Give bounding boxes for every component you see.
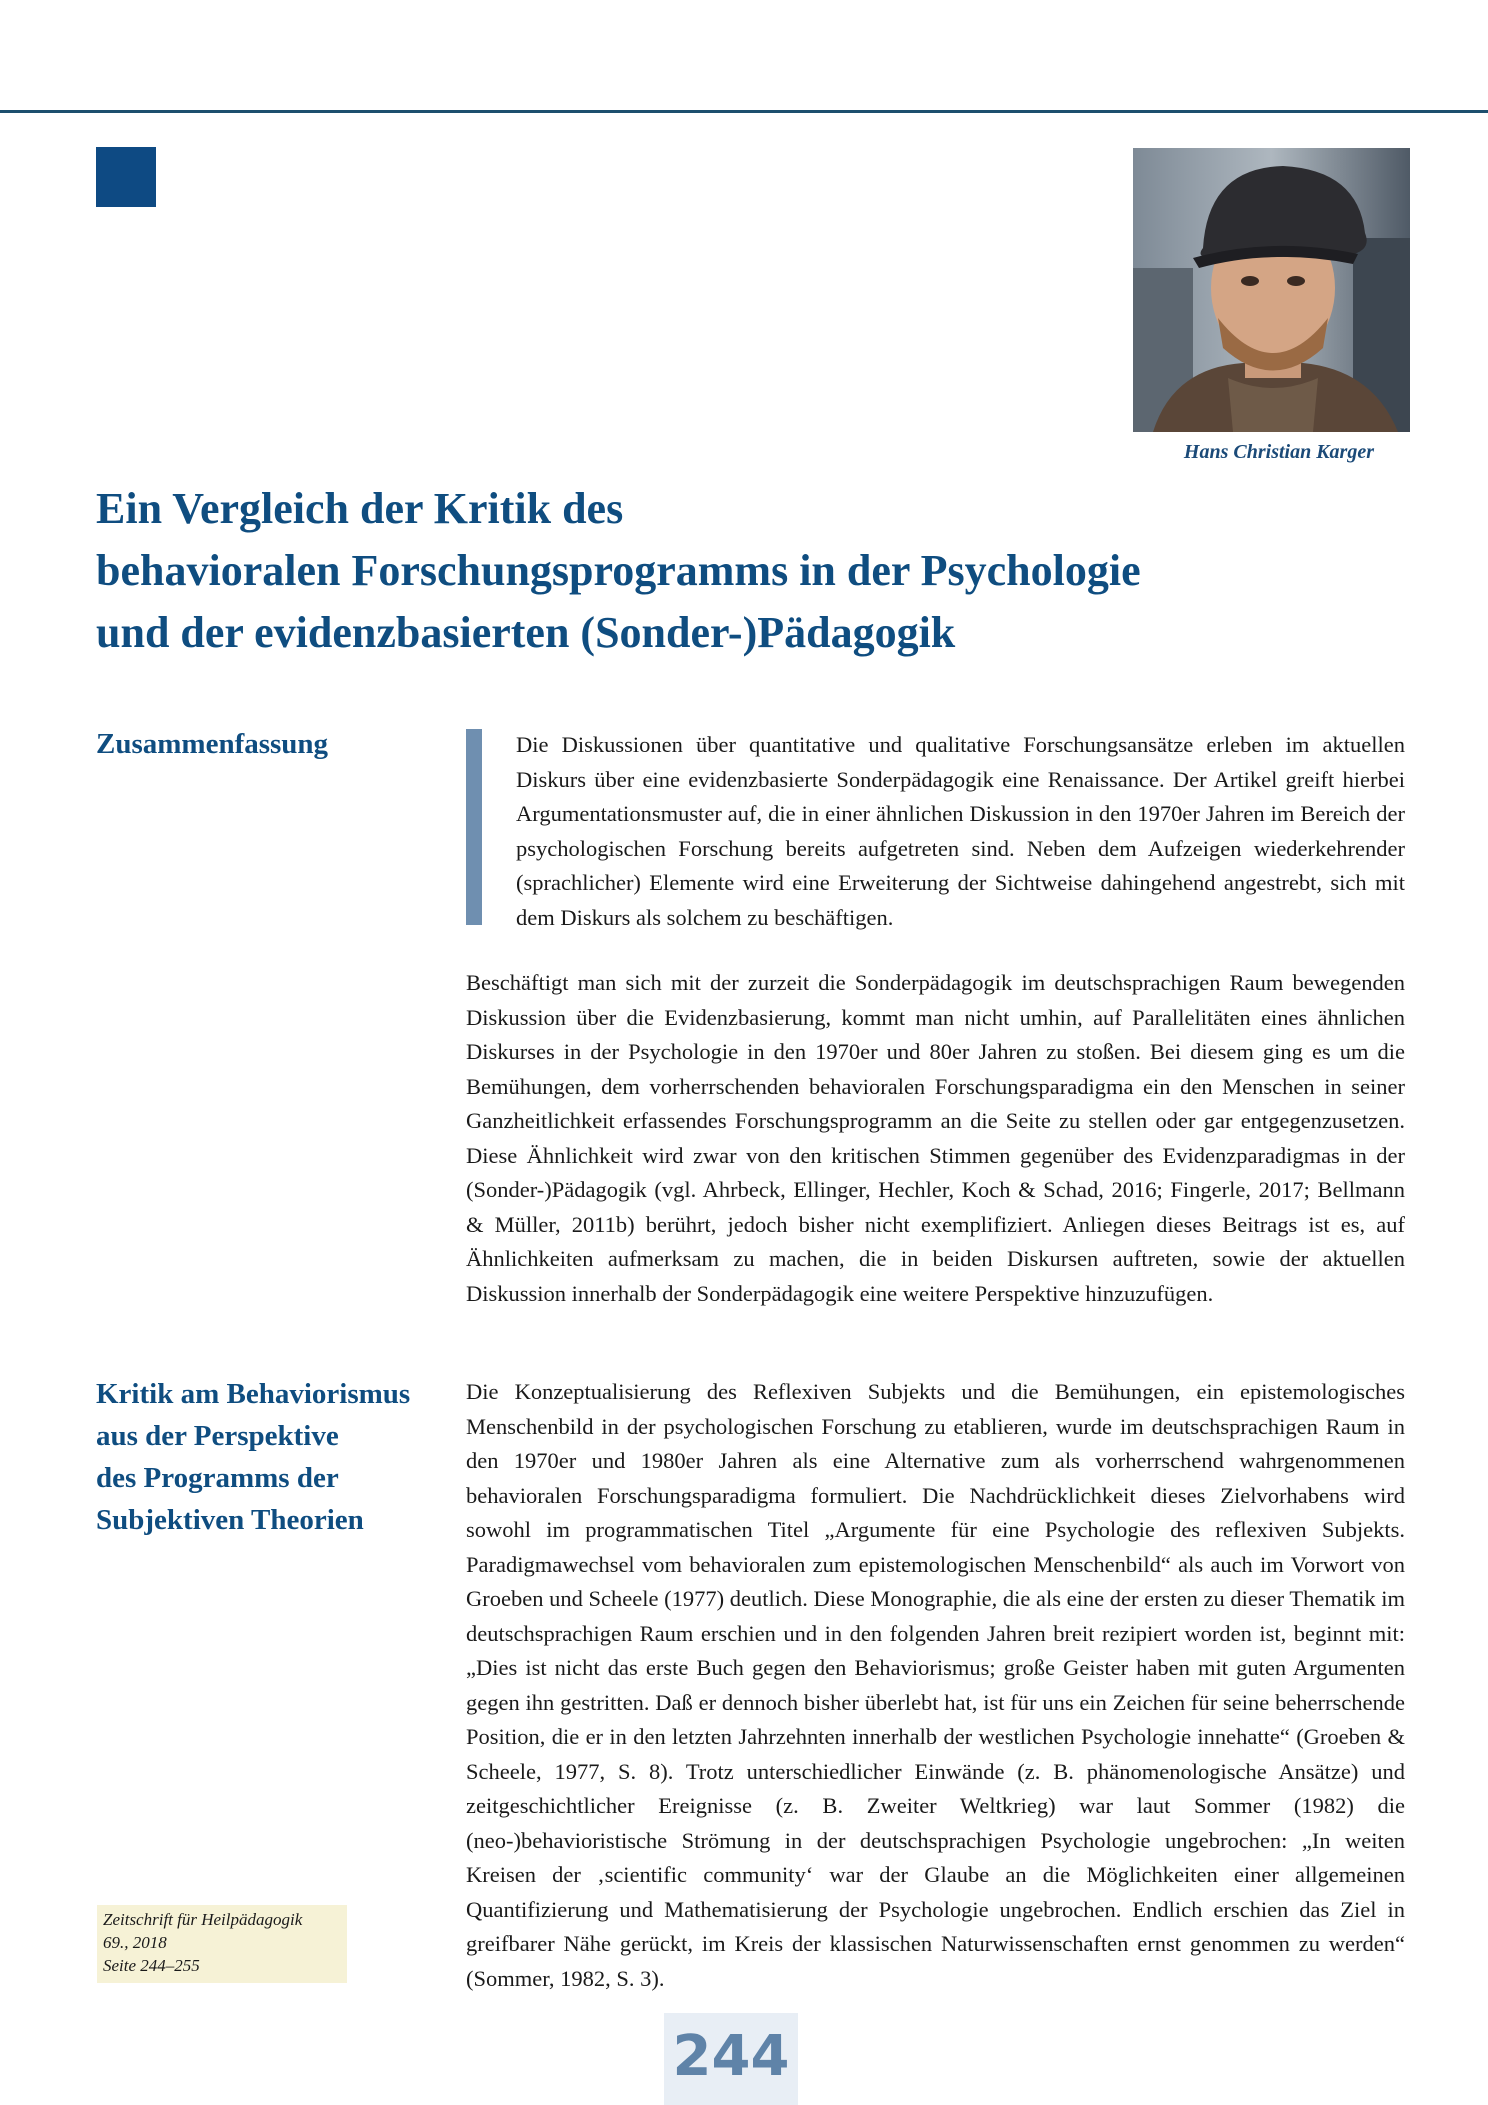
abstract-heading-text: Zusammenfassung [96, 728, 329, 760]
article-title [96, 478, 1396, 664]
section-heading-line: aus der Perspektive [96, 1420, 339, 1452]
section-heading-line: des Programms der [96, 1462, 339, 1494]
author-portrait-photo [1133, 148, 1410, 432]
title-line: behavioralen Forschungsprogramms in der Psychologie [96, 546, 1141, 595]
section-heading-line: Subjektiven Theorien [96, 1504, 364, 1536]
intro-paragraph: Beschäftigt man sich mit der zurzeit die Sonderpädagogik im deutschsprachigen Raum bewegenden Diskussion über die Evidenzbasierung, kommt man nicht umhin, auf Parallelitäten eines ähnlichen Diskurses in der Psychologie in den 1970er und 80er Jahren zu stoßen. Bei diesem ging es um die Bemühungen, dem vorherrschenden behavioralen Forschungsparadigma ein den Menschen in seiner Ganzheitlichkeit erfassendes Forschungsprogramm an die Seite zu stellen oder gar entgegenzusetzen. Diese Ähnlichkeit wird zwar von den kritischen Stimmen gegenüber des Evidenzparadigmas in der (Sonder-)Pädagogik (vgl. Ahrbeck, Ellinger, Hechler, Koch & Schad, 2016; Fingerle, 2017; Bellmann & Müller, 2011b) berührt, jedoch bisher nicht exemplifiziert. Anliegen dieses Beitrags ist es, auf Ähnlichkeiten aufmerksam zu machen, die in beiden Diskursen auftreten, sowie der aktuellen Diskussion innerhalb der Sonderpädagogik eine weitere Perspektive hinzuzufügen. [466, 970, 1405, 1306]
page-number-box [664, 2013, 798, 2105]
page-number: 244 [672, 2024, 790, 2089]
section-marker-square [96, 147, 156, 207]
journal-citation-box [97, 1905, 347, 1983]
author-name: Hans Christian Karger [1183, 441, 1374, 463]
abstract-text: Die Diskussionen über quantitative und qualitative Forschungsansätze erleben im aktuellen Diskurs über eine evidenzbasierte Sonderpädagogik eine Renaissance. Der Artikel greift hierbei Argumentationsmuster auf, die in einer ähnlichen Diskussion in den 1970er Jahren im Bereich der psychologischen Forschung bereits aufgetreten sind. Neben dem Aufzeigen wiederkehrender (sprachlicher) Elemente wird eine Erweiterung der Sichtweise dahingehend angestrebt, sich mit dem Diskurs als solchem zu beschäftigen. [516, 732, 1405, 930]
title-line: Ein Vergleich der Kritik des [96, 484, 624, 533]
journal-name: Zeitschrift für Heilpädagogik [103, 1910, 303, 1929]
section-heading-line: Kritik am Behaviorismus [96, 1378, 411, 1410]
top-rule [0, 110, 1488, 113]
journal-volume: 69., 2018 [103, 1933, 167, 1952]
section2-paragraph: Die Konzeptualisierung des Reflexiven Subjekts und die Bemühungen, ein epistemologisches Menschenbild in der psychologischen Forschung zu etablieren, wurde im deutschsprachigen Raum in den 1970er und 1980er Jahren als eine Alternative zum als vorherrschend wahrgenommenen behavioralen Forschungsparadigma formuliert. Die Nachdrücklichkeit dieses Zielvorhabens wird sowohl im programmatischen Titel „Argumente für eine Psychologie des reflexiven Subjekts. Paradigmawechsel vom behavioralen zum epistemologischen Menschenbild“ als auch im Vorwort von Groeben und Scheele (1977) deutlich. Diese Monographie, die als eine der ersten zu dieser Thematik im deutschsprachigen Raum erschien und in den folgenden Jahren breit rezipiert worden ist, beginnt mit: „Dies ist nicht das erste Buch gegen den Behaviorismus; große Geister haben mit guten Argumenten gegen ihn gestritten. Daß er dennoch bisher überlebt hat, ist für uns ein Zeichen für seine beherrschende Position, die er in den letzten Jahrzehnten innerhalb der westlichen Psychologie innehatte“ (Groeben & Scheele, 1977, S. 8). Trotz unterschiedlicher Einwände (z. B. phänomenologische Ansätze) und zeitgeschichtlicher Ereignisse (z. B. Zweiter Weltkrieg) war laut Sommer (1982) die (neo-)behavioristische Strömung in der deutschsprachigen Psychologie ungebrochen: „In weiten Kreisen der ‚scientific community‘ war der Glaube an die Möglichkeiten einer allgemeinen Quantifizierung und Mathematisierung der Psychologie ungebrochen. Endlich erschien das Ziel in greifbarer Nähe gerückt, im Kreis der klassischen Naturwissenschaften ernst genommen zu werden“ (Sommer, 1982, S. 3). [466, 1379, 1405, 1991]
section-heading-kritik [96, 1373, 410, 1541]
abstract-accent-bar [466, 729, 482, 925]
abstract-heading [96, 723, 328, 765]
journal-pages: Seite 244–255 [103, 1956, 200, 1975]
title-line: und der evidenzbasierten (Sonder-)Pädagogik [96, 608, 956, 657]
